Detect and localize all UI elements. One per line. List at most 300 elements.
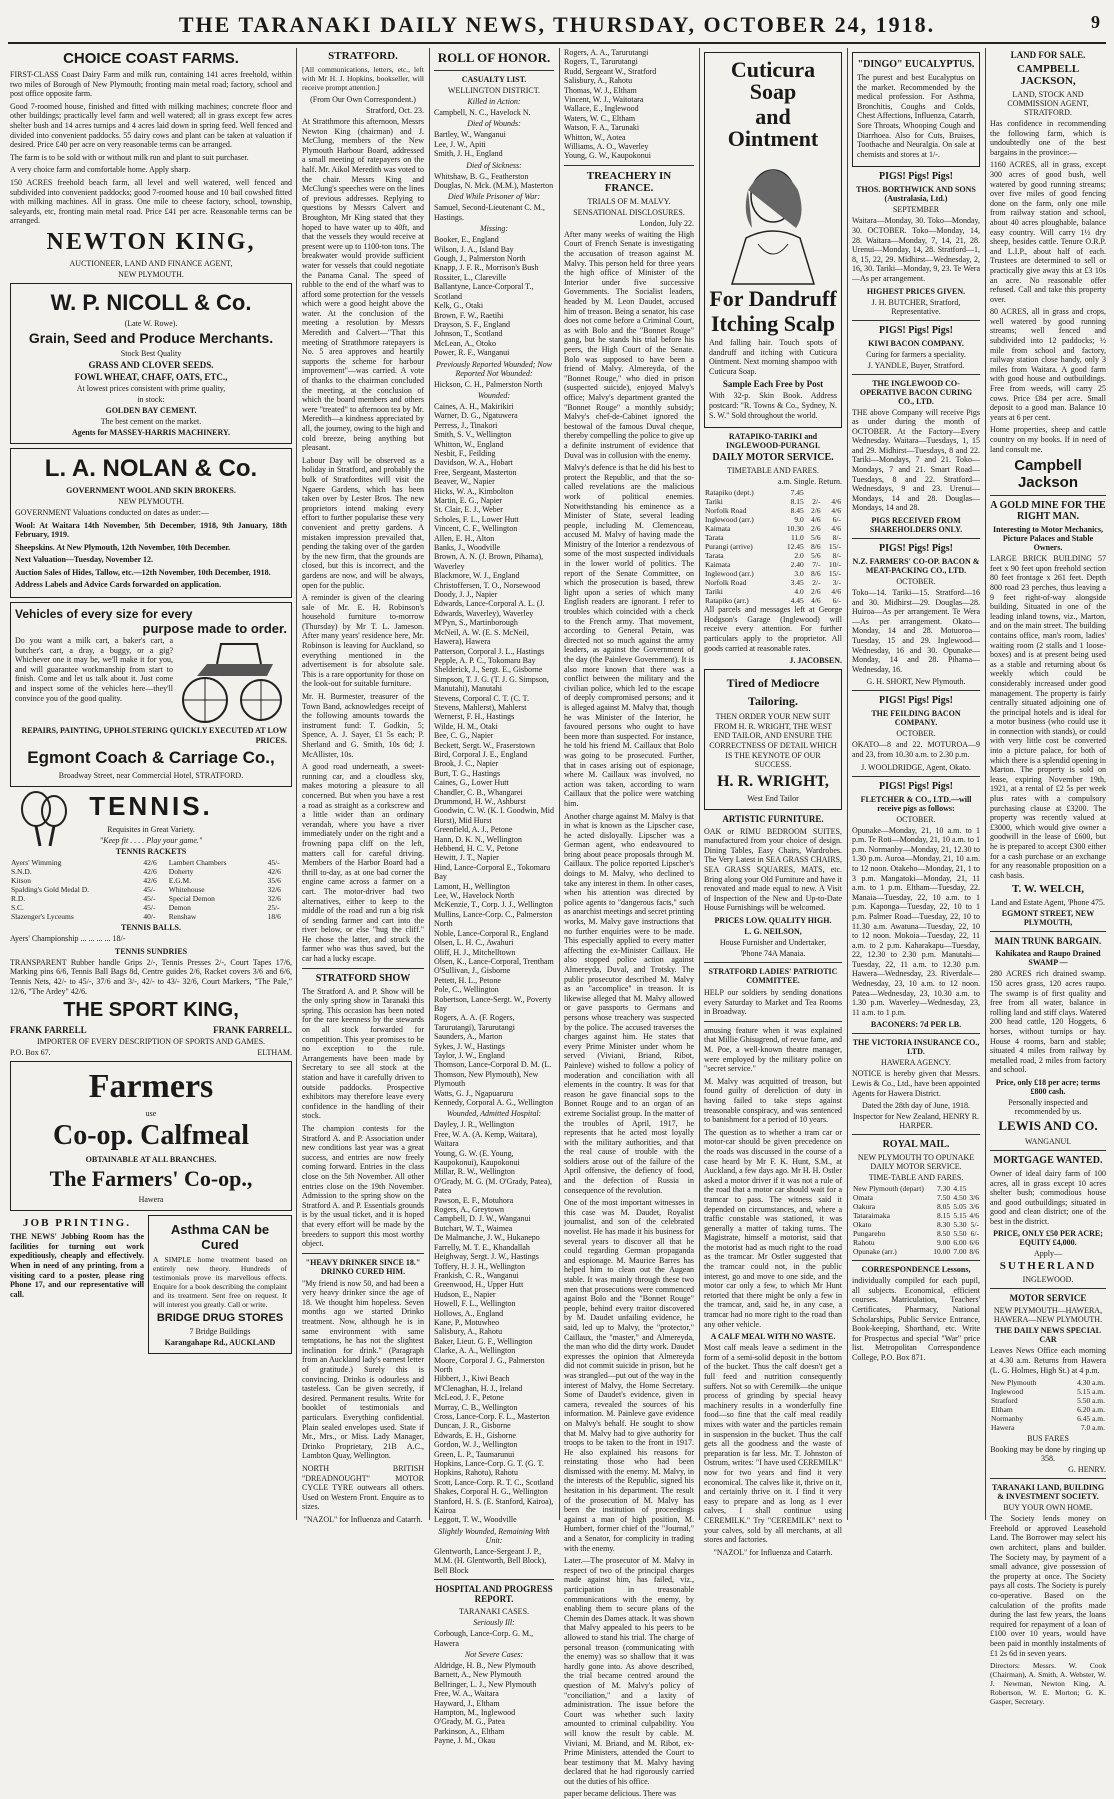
ad-text: 7 Bridge Buildings [189, 1327, 251, 1337]
ad-text: KIWI BACON COMPANY. [868, 338, 964, 348]
divider [302, 968, 424, 969]
list-item: Booker, E., England [434, 235, 499, 245]
table-cell: 7.30 [936, 1184, 951, 1194]
list-item: Heighway, Sergt. J. W., Hastings [434, 1252, 539, 1262]
masthead-rule [8, 42, 1106, 44]
table-row [852, 1220, 980, 1229]
table-row [852, 1247, 980, 1256]
divider [704, 962, 842, 963]
table-cell: Whitehouse [168, 885, 205, 895]
list-item: Smith, J. H., England [434, 149, 503, 159]
list-item: Farrelly, M. T. E., Khandallah [434, 1242, 530, 1252]
table-cell: S.N.D. [11, 867, 32, 877]
ad-text: Next Valuation—Tuesday, November 12. [15, 555, 154, 565]
list-item: Kelk, G., Otaki [434, 301, 484, 311]
ad-headline: Itching Scalp [710, 311, 836, 336]
table-row [704, 497, 842, 506]
ad-text: NEW PLYMOUTH—HAWERA, HAWERA—NEW PLYMOUTH. [993, 1306, 1103, 1325]
article-text: [All communications, letters, etc., left with Mr H. J. Hopkins, bookseller, will receive prompt attention.] [302, 65, 424, 92]
table-cell: 5.50 [953, 1229, 967, 1239]
list-item: Scott, Lance-Corp. R. T. C., Scotland [434, 1477, 554, 1487]
list-item: Gough, J., Palmerston North [434, 254, 526, 264]
table-cell: Eltham [991, 1405, 1013, 1415]
table-cell: 2/- [812, 578, 821, 588]
ad-text: PIGS RECEIVED FROM SHAREHOLDERS ONLY. [869, 516, 963, 535]
ad-text: OBTAINABLE AT ALL BRANCHES. [85, 1155, 217, 1165]
ad-text: a.m. Single. Return. [778, 477, 842, 487]
list-item: De Malmanche, J. W., Hukanepo [434, 1233, 540, 1243]
ad-text: NOTICE is hereby given that Messrs. Lewis & Co., Ltd., have been appointed Agents for Hawera District. [852, 1069, 980, 1098]
list-item: Sykes, J. W., Hastings [434, 1041, 505, 1051]
ad-text: At lowest prices consistent with prime quality, [76, 383, 226, 393]
table-row [704, 506, 842, 515]
table-cell: 40/- [143, 912, 156, 922]
table-cell: Omata [853, 1193, 873, 1203]
ad-text: 1160 ACRES, all in grass, except 300 acres of good bush, well watered by good running streams; over five miles of good fencing done on the farm, only one mile from railway station and school, about 40 acres ploughable, balance easy country. Will carry 1½ dry sheep, besides cattle. Tenure O.R.P. and L.I.P., about half of each. Trustees are determined to sell or practically give away this at £3 10s an acre. No reasonable offer refused. Call and take this property over. [990, 160, 1106, 304]
table-cell: 6.20 a.m. [1077, 1405, 1105, 1415]
list-item: Banks, J., Woodville [434, 543, 501, 553]
table-cell: 3/6 [969, 1193, 979, 1203]
table-cell: 4/6 [831, 524, 841, 534]
table-cell: 2/6 [810, 524, 821, 534]
ad-text: Broadway Street, near Commercial Hotel, STRATFORD. [58, 771, 244, 781]
list-item: McKenzie, T., Corp. J. J., Wellington [434, 900, 553, 910]
ad-text: SEPTEMBER [892, 205, 940, 215]
list-item: Bee, C. G., Napier [434, 731, 494, 741]
list-item: Hebbend, H. C. V., Petone [434, 844, 519, 854]
wright-tailor-ad [704, 669, 842, 810]
carriage-illustration-icon [177, 636, 287, 726]
list-item: Rudd, Sergeant W., Stratford [564, 66, 657, 76]
article-text: The question as to whether a tram car or motor-car should be given precedence on the roads was discussed in the course of a case heard by Mr F. K. Hunt, S.M., at Auckland, a few days ago. Mr H. H. Ostler asked a motor driver if it was not a rule of the road that a motor car should wait for a tramcar to pass. The witness said it depended on circumstances, and, where a traffic constable was stationed, it was generally a matter of taking turns. The Magistrate, himself a motorist, said that the motorist had as much right to the road as the tramcar. Mr Ostler suggested that the tramcar could not, in the public interest, go and move to one side, and the motor car only a few, to which Mr Hunt retorted that there might be only a few in the tramcar, and, said he, in any case, a tramcar had no more right to the road than any other vehicle. [704, 1127, 842, 1329]
table-cell: 2/- [812, 497, 821, 507]
ad-text: OCTOBER. [896, 814, 936, 824]
ad-text: in stock: [137, 394, 165, 404]
article-text: Mr. H. Burmester, treasurer of the Town Band, acknowledges receipt of the following amounts towards the instrument fund: T. Godkin, 5; Spence, A. J. Sayer, £1 5s each; P. Sherland and G. Smith, 10s 6d; J. McAllister, 10s. [302, 692, 424, 759]
table-cell: 4.15 [953, 1184, 967, 1194]
section-heading: STRATFORD. [328, 50, 398, 62]
table-cell: 35/6 [267, 876, 281, 886]
list-item: Murray, C. B., Wellington [434, 1402, 518, 1412]
table-row [852, 1202, 980, 1211]
ad-headline: purpose made to order. [142, 621, 287, 637]
ad-headline: Vehicles of every size for every [15, 607, 193, 622]
table-cell: 9.00 [936, 1238, 951, 1248]
list-item: Parkinson, A., Eltham [434, 1726, 505, 1736]
page-number: 9 [1091, 12, 1100, 32]
ad-text: PRICE, ONLY £50 PER ACRE; EQUITY £4,000. [993, 1229, 1103, 1248]
ad-headline: For Dandruff [709, 286, 837, 311]
list-item: Olsen, K., Lance-Corporal, Trentham [434, 956, 554, 966]
table-cell: Opunake (arr.) [853, 1247, 897, 1257]
list-item: Glentworth, Lance-Sergeant J. P., M.M. (H. Glentworth, Bell Block), Bell Block [434, 1546, 547, 1575]
article-text: A reminder is given of the clearing sale of Mr. E. H. Robinson's household furniture to-morrow (Thursday) by Mr T. L. Jameson. After many years' residence here, Mr. Robinson is leaving for Auckland, so everything mentioned in the advertisement is for absolute sale. This is a rare opportunity for those on the look-out for suitable furniture. [302, 593, 424, 689]
table-cell: 42/6 [143, 858, 157, 868]
royal-mail-timetable [852, 1184, 980, 1256]
table-cell: Spalding's Gold Medal D. [11, 885, 90, 895]
list-item: Moore, Corporal J. G., Palmerston North [434, 1355, 545, 1374]
list-item: Hicks, W. A., Kimbolton [434, 486, 514, 496]
table-cell: Kitson [11, 876, 32, 886]
section-heading: TARANAKI CASES. [458, 1607, 530, 1617]
column-pigs-notices [848, 48, 984, 1520]
article-text: After many weeks of waiting the High Court of French Senate is investigating the accusation of treason against M. Malvy. This person held for three years the high office of Minister of the Interior under five successive Governments. The Socialist leaders, headed by M. Leon Daudet, accused him of treason. Being a senator, his case does not come before a Criminal Court, as with Bolo and the "Bonnet Rouge" gang, but he stands his trial before his peers, the High Court of the Senate. Bolo was supposed to have been a friend of Malvy. Almereyda, of the "Bonnet Rouge," who died in prison (suspected suicide), enjoyed Malvy's office; Malvy's department granted the "Bonnet Rouge" a monthly subsidy; Malvy's chef-de-Cabinet ignored the bestowal of the famous Duval cheque, thereby compelling the police to give up a definite instrument of evidence that Duval was in collusion with the enemy. [564, 229, 694, 460]
list-item: Caines, G., Lower Hutt [434, 778, 509, 788]
table-cell: 5/6 [810, 551, 821, 561]
ad-text: FLETCHER & CO., LTD.—will receive pigs as follows: [860, 794, 972, 813]
table-cell: 8.05 [936, 1202, 951, 1212]
ad-text: ELTHAM. [257, 1048, 292, 1058]
advertiser-name: NEWTON KING, [46, 228, 256, 255]
list-item: Hibbert, J., Kiwi Beach [434, 1374, 510, 1384]
ad-title: CHOICE COAST FARMS. [63, 50, 239, 67]
table-cell: 7.0 a.m. [1080, 1423, 1105, 1433]
ad-text: BACONERS: 7d PER LB. [870, 1020, 962, 1030]
table-cell: 7.00 [953, 1247, 967, 1257]
list-item: Rossiter, L., Clareville [434, 272, 507, 282]
list-item: Davidson, W. A., Hobart [434, 458, 513, 468]
table-cell: 8.15 [936, 1211, 951, 1221]
list-item: Power, R. F., Wanganui [434, 348, 510, 358]
list-item: Wilson, J. A., Island Bay [434, 244, 514, 254]
woman-portrait-icon [718, 154, 828, 284]
choice-farms-ad [10, 50, 292, 279]
ad-text: Karangahape Rd., AUCKLAND [164, 1338, 276, 1348]
table-cell: Inglewood [991, 1387, 1024, 1397]
advertiser-role: AUCTIONEER, LAND AND FINANCE AGENT, [69, 258, 233, 268]
ad-text: G. H. SHORT, New Plymouth. [866, 677, 966, 687]
article-text: M. Malvy was acquitted of treason, but found guilty of dereliction of duty in having failed to take steps against treasonable conspiracy, and was sentenced to banishment for a period of 10 years. [704, 1076, 842, 1125]
ad-text: WANGANUI. [1025, 1136, 1071, 1146]
list-item: Toffery, H. J. H., Wellington [434, 1261, 526, 1271]
ad-text: NEW PLYMOUTH. [118, 496, 184, 506]
table-cell: Hawera [991, 1423, 1015, 1433]
ad-text: J. H. BUTCHER, Stratford, Representative. [871, 297, 961, 316]
table-cell: 2.40 [790, 560, 804, 570]
list-item: Pole, C., Wellington [434, 985, 499, 995]
list-item: Perress, J., Tinakori [434, 420, 498, 430]
casualty-list [434, 402, 554, 1107]
ad-text: With 32-p. Skin Book. Address postcard: "R. Towns & Co., Sydney, N. S. W." Sold throughout the world. [709, 391, 837, 420]
list-item: Samuel, Second-Lieutenant C. M., Hastings. [434, 203, 545, 222]
table-cell: Tarata [705, 533, 724, 543]
ad-text: FOWL WHEAT, CHAFF, OATS, ETC., [74, 371, 228, 382]
dateline: Stratford, Oct. 23. [366, 106, 424, 115]
list-item: Barnett, A., New Plymouth [434, 1670, 522, 1680]
list-heading: Wounded: [477, 390, 511, 400]
table-cell: 8/6 [969, 1247, 979, 1257]
advertiser-name: L. A. NOLAN & Co. [44, 454, 258, 482]
list-item: Warner, D. G., Ngatuwera [434, 411, 518, 421]
table-cell: Inglewood (arr.) [705, 569, 754, 579]
table-cell: 8.45 [790, 506, 804, 516]
table-cell: 2/6 [810, 506, 821, 516]
table-row [10, 876, 292, 885]
farmers-coop-ad [10, 1061, 292, 1211]
ad-title: "DINGO" EUCALYPTUS. [857, 59, 975, 70]
table-cell: S.C. [11, 903, 24, 913]
divider [704, 1021, 842, 1022]
list-item: Thomas, W. J., Eltham [564, 85, 637, 95]
ad-text: PRICES LOW. QUALITY HIGH. [714, 916, 832, 926]
table-cell: 8.30 [936, 1220, 951, 1230]
ad-text: THE DAILY NEWS SPECIAL CAR [995, 1326, 1101, 1345]
table-cell [967, 1184, 980, 1193]
section-heading: A CALF MEAL WITH NO WASTE. [710, 1332, 836, 1342]
ad-text: Directors: Messrs. W. Cook (Chairman), A. Smith, A. Webster, W. J. Newman, Newton King, A. Robertson, W. E. Morton; G. K. Gasper, Secretary. [990, 1661, 1106, 1707]
list-item: Blackmore, W. J., England [434, 571, 520, 581]
advertiser-name: T. W. WELCH, [1011, 883, 1085, 896]
list-item: Hopkins, Lance-Corp. G. T. (G. T. Hopkins, Rahotu), Rahotu [434, 1459, 544, 1478]
table-cell [805, 488, 822, 497]
list-item: Whitshaw, B. G., Featherston [434, 171, 529, 181]
list-item: St. Clair, E. J., Weber [434, 505, 503, 515]
table-cell: New Plymouth [991, 1378, 1037, 1388]
list-item: Pettett, H. L., Petone [434, 975, 501, 985]
list-item: Butchart, W. T., Waimea [434, 1223, 513, 1233]
column-treachery-article [560, 48, 698, 1799]
list-item: O'Grady, M. G., Patea [434, 1717, 505, 1727]
article-text: Another charge against M. Malvy is that in what is known as the Lipscher case, he acted disloyally. Lipscher was a German agent, who endeavoured to bring about peace proposals through M. Caillaux. The police reported Lipscher's doings to M. Malvy, who declined to take any interest in them. In other cases, when his attention was directed by police agents to "dangerous facts," such as anarchist meetings and secret printing works, M. Malvy gave instructions that no further enquiries were to be made. This especially applied to every matter affecting the ex-Minister Caillaux. He also stopped police action against Almereyda, Duval, and Trotsky. The public prosecutor described M. Malvy as an "accomplice" in treason. It is likewise alleged that M. Malvy allowed or gave passports to Germans and persons whose treachery was suspected by the police. The accused traverses the charges against him. He states that every Prime Minister under whom he served (Viviani, Briand, Ribot, Painleve) wished to follow a policy of moderation and conciliation with all elements in the country. It was for that reason he gave financial sops to the Bonnet Rouge and to an organ of an extreme Socialist group. In the matter of the troubles of April, 1917, he represents that he acted most loyally with the military authorities, and that the real cause of trouble with the soldiers arose out of the failure of the April offensive, the defiency of food, and the defection of Russia in consequence of the revolution. [564, 811, 694, 1195]
ad-title: ARTISTIC FURNITURE. [722, 813, 824, 824]
table-row [10, 912, 292, 921]
ad-text: HAWERA AGENCY. [881, 1058, 951, 1068]
table-row [990, 1414, 1106, 1423]
ad-text: Inspector for New Zealand, HENRY R. HARPER. [852, 1112, 980, 1131]
table-cell: Okato [853, 1220, 872, 1230]
table-row [990, 1423, 1106, 1432]
list-item: Wallace, E., Inglewood [564, 104, 639, 114]
list-item: Lee, W., Havelock North [434, 891, 514, 901]
casualty-list [434, 1120, 554, 1524]
table-row [704, 578, 842, 587]
dateline: London, July 22. [639, 218, 694, 228]
list-item: Campbell, D. J. W., Wanganui [434, 1214, 531, 1224]
advertiser-name: W. P. NICOLL & Co. [50, 289, 252, 315]
table-row [852, 1238, 980, 1247]
article-text: "NAZOL" for Influenza and Catarrh. [713, 1547, 833, 1557]
ad-title: MORTGAGE WANTED. [993, 1154, 1103, 1166]
table-cell: 5/6 [810, 533, 821, 543]
column-cuticura-ads [700, 48, 846, 1557]
table-cell: Ratapiko (dept.) [705, 488, 754, 498]
nicoll-ad [10, 283, 292, 444]
table-cell: 6/- [832, 596, 841, 606]
ad-text: THE NEWS' Jobbing Room has the facilities for turning out work expeditiously, cheaply and effectively. When in need of any printing, from a visiting card to a poster, please ring Phone 17, and our representative will call. [10, 1232, 144, 1299]
masthead-title: THE TARANAKI DAILY NEWS, THURSDAY, OCTOBER 24, 1918. [178, 12, 936, 37]
section-heading: HOSPITAL AND PROGRESS REPORT. [435, 1584, 553, 1605]
ad-text: BUS FARES [1027, 1434, 1069, 1444]
ad-text: Dated the 28th day of June, 1918. [862, 1101, 970, 1111]
ad-title: JOB PRINTING. [23, 1217, 131, 1230]
table-row [704, 569, 842, 578]
table-row [704, 542, 842, 551]
ad-text: P.O. Box 67. [10, 1048, 51, 1058]
divider [852, 374, 980, 375]
ad-text: TIMETABLE AND FARES. [727, 466, 819, 476]
table-cell: 42/6 [143, 876, 157, 886]
list-item: Thomson, Lance-Corporal D. M. (L. Thomson, New Plymouth), New Plymouth [434, 1060, 552, 1089]
list-item: Edwards, E. H., Gisborne [434, 1430, 516, 1440]
list-item: Watts, G. J., Ngapuaruru [434, 1088, 514, 1098]
table-cell: 4/6 [969, 1211, 979, 1221]
ad-text: The best cement on the market. [100, 416, 202, 426]
list-item: Millar, R. W., Wellington [434, 1167, 515, 1177]
table-cell: 4/6 [831, 587, 841, 597]
list-item: Green, L. P., Taumarunui [434, 1449, 515, 1459]
table-cell: Lambert Chambers [168, 858, 227, 868]
list-item: M'Pyn, S., Martinborough [434, 618, 518, 628]
list-item: Waters, W. C., Eltham [564, 113, 636, 123]
table-cell: 4/6 [810, 515, 821, 525]
ad-text: LAND, STOCK AND COMMISSION AGENT, STRATFORD. [1007, 90, 1089, 117]
list-item: Campbell, N. C., Havelock N. [434, 108, 531, 117]
table-cell: 2.0 [794, 551, 804, 561]
list-item: Pawson, E. F., Motuhora [434, 1195, 514, 1205]
asthma-ad [148, 1215, 292, 1354]
ad-text: The purest and best Eucalyptus on the market. Recommended by the medical profession. For Asthma, Bronchitis, Coughs and Colds, Chest Affections, Influenza, Catarrh, Sore Throats, Whooping Cough and Diarrhoea. Also for Cuts, Bruises, Toothache and Neuralgia. On sale at chemists and stores at 1/-. [857, 73, 975, 159]
table-row [10, 903, 292, 912]
masthead [0, 0, 1114, 44]
ad-text: HIGHEST PRICES GIVEN. [866, 286, 966, 296]
table-cell: Purangi (arrive) [705, 542, 753, 552]
ad-title: CORRESPONDENCE Lessons, [861, 1265, 971, 1275]
ad-title: MOTOR SERVICE [1009, 1293, 1087, 1304]
ad-text: Address Labels and Advice Cards forwarded on application. [15, 580, 222, 590]
ad-text: Land and Estate Agent, 'Phone 475. [990, 898, 1106, 908]
advertiser-signature: Campbell Jackson [1014, 457, 1082, 492]
list-item: Wernerst, F. H., Hastings [434, 712, 515, 722]
casualty-list [434, 1629, 554, 1648]
list-item: Free, Sergeant, Masterton [434, 467, 517, 477]
table-cell: 45/- [143, 885, 156, 895]
table-row [852, 1193, 980, 1202]
tennis-racket-icon [14, 791, 74, 847]
column-stratford-news [298, 48, 428, 1524]
article-text: paper became delicious. There was [564, 1789, 677, 1799]
ad-text: Curing for farmers a speciality. [866, 349, 966, 359]
table-cell: Demon [168, 903, 191, 913]
table-cell: Pungarehu [853, 1229, 886, 1239]
section-heading: WELLINGTON DISTRICT. [447, 86, 541, 95]
list-item: Brown, F. W., Raetihi [434, 310, 504, 320]
article-text: Most calf meals leave a sediment in the form of a semi-solid deposit in the bottom of the bucket. Thus the calf doesn't get a full feed and nutrition consequently suffers. Not so with Ceremilk—the unique process of grinding by special heavy machinery results in a wonderfully fine food—so fine that the calf meal readily mixes with water and the particles remain in suspension in the bucket. Thus the calf gets all the goodness and the waste of preparation is far less. Mr. T. Johnston of Ostrum, writes: "I have used CEREMILK" now for two years and find it very economical. The calves like it, thrive on it, and certainly thrive on it. I find it very easy to prepare and as long as I ever calves, I shall continue using CEREMILK." Try "CEREMILK" next to your calves, sold by all merchants, at all stores and factories. [704, 1343, 842, 1545]
table-cell: 8/- [832, 533, 841, 543]
article-text: Later.—The prosecutor of M. Malvy in respect of two of the principal charges made against him, has failed, viz., participation in treasonable communications with the enemy, by enabling them to secure plans of the Chemin des Dames attack. It was shown that Malvy appealed to his peers to be allowed to stand his trial. The charge of personal treason (communicating with the enemy) was so shallow that it was hardly gone into. As above described, the trial became centred around the question of M. Malvy's policy of "conciliation," and a laxity of administration. The issue before the Court was whether such laxity amounted to criminal culpability. You will know the result by cable. M. Viviani, M. Briand, and M. Ribot, ex-Prime Ministers, attended the Court to bear testimony that M. Malvy having declared that he had rigorously carried out the duties of his office. [564, 1556, 694, 1786]
column-land-for-sale [986, 48, 1110, 1707]
ad-subhead: TENNIS SUNDRIES [114, 946, 188, 956]
list-heading: Died of Sickness: [466, 160, 522, 170]
ad-title: PIGS! Pigs! Pigs! [879, 543, 953, 555]
ad-title: Asthma CAN be Cured [170, 1222, 270, 1253]
ad-headline: Grain, Seed and Produce Merchants. [28, 329, 274, 346]
table-cell: 10/- [828, 560, 841, 570]
table-cell: 5/- [970, 1220, 979, 1230]
divider [990, 1150, 1106, 1151]
list-item: Lamont, H., Wellington [434, 881, 510, 891]
list-item: Young, G. W. (E. Young, Kaupokonui), Kaupokonui [434, 1148, 520, 1168]
list-item: Martin, E. G., Napier [434, 496, 503, 505]
ad-text: HELP our soldiers by sending donations every Saturday to Market and Tea Rooms in Broadway. [704, 988, 842, 1017]
advertiser-name: SUTHERLAND [999, 1260, 1097, 1273]
table-cell: 5.50 a.m. [1077, 1396, 1105, 1406]
divider [302, 1253, 424, 1254]
section-heading: STRATFORD SHOW [315, 972, 411, 984]
list-item: Chandler, C. B., Whangarei [434, 787, 523, 797]
table-cell: 4/6 [810, 596, 821, 606]
section-subheading: TRIALS OF M. MALVY. [587, 196, 671, 206]
list-item: Hind, Lance-Corporal E., Tokomaru Bay [434, 862, 551, 882]
list-item: Beckett, Sergt. W., Fraserstown [434, 740, 535, 750]
list-item: Hewitt, J. T., Napier [434, 853, 499, 863]
list-item: Johnson, T., Scotland [434, 329, 503, 339]
ad-text: N.Z. FARMERS' CO-OP. BACON & MEAT-PACKING CO., LTD. [852, 557, 980, 576]
ad-text: Good 7-roomed house, finished and fitted with milking machines; concrete floor and other buildings; practically level farm and well watered; all in grass except few acres shelter bush and 14 acres turnips and 4 acres laid down in spring feed. Well fenced and divided into convenient paddocks. 55 dairy cows and plant can be taken at valuation if desired. Price £40 per acre on very reasonable terms can be arranged. [10, 101, 292, 150]
list-item: Aldridge, H. B., New Plymouth [434, 1660, 536, 1670]
table-cell: E.G.M. [168, 876, 192, 886]
list-item: Clarke, A. A., Wellington [434, 1346, 516, 1356]
list-item: Rogers, A. A., Tarurutangi [564, 48, 649, 57]
motor-timetable [704, 488, 842, 605]
ad-text: Personally inspected and recommended by us. [1008, 1097, 1088, 1116]
table-cell: 5.15 [953, 1211, 967, 1221]
list-item: Cross, Lance-Corp. F. L., Masterton [434, 1412, 550, 1421]
ad-title: PIGS! Pigs! Pigs! [879, 780, 953, 792]
column-ads-left [6, 48, 296, 1520]
table-cell: Renshaw [168, 912, 197, 922]
list-item: Saunders, A., Marton [434, 1032, 503, 1042]
ad-text: Agents for MASSEY-HARRIS MACHINERY. [71, 427, 231, 437]
table-row [852, 1229, 980, 1238]
list-item: Drummond, H. W., Ashburst [434, 797, 526, 806]
ad-text: Auction Sales of Hides, Tallow, etc.—12th November, 10th December, 1918. [15, 567, 271, 577]
ad-text: Booking may be done by ringing up 358. [990, 1445, 1106, 1464]
table-cell: Inglewood (arr.) [705, 515, 754, 525]
table-cell: 8/- [832, 551, 841, 561]
divider [990, 931, 1106, 932]
ad-text: OAK or RIMU BEDROOM SUITES, manufactured from your choice of design. Dining Tables, Easy Chairs, Wardrobes. The Very Latest in SEA GRASS CHAIRS, SEA GRASS SQUARES, MATS, etc. Bring along your Old Furniture and have it renovated and made equal to new. A Visit of Inspection of the New and Up-to-Date House Furnishings will be welcomed. [704, 826, 842, 913]
list-item: Hollows, A., England [434, 1308, 504, 1318]
table-cell: Slazenger's Lyceums [11, 912, 74, 922]
cuticura-ad [704, 52, 842, 428]
list-item: Kane, P., Motuwheo [434, 1317, 500, 1327]
list-item: Rogers, A. A. (F. Rogers, Tarurutangi), Tarurutangi [434, 1013, 515, 1032]
column-roll-of-honor [430, 48, 558, 1746]
ad-text: "Keep fit . . . . Play your game." [99, 836, 203, 846]
list-item: Pepple, A. P. C., Tokomaru Bay [434, 655, 536, 665]
casualty-list [434, 1547, 554, 1575]
article-text: NORTH BRITISH "DREADNOUGHT" MOTOR CYCLE TYRE outwears all others. Used on Western Front. Enquire as to sizes. [302, 1463, 424, 1512]
table-cell: 2/6 [810, 587, 821, 597]
article-text: (From Our Own Correspondent.) [310, 95, 416, 104]
table-cell: 3.0 [794, 569, 804, 579]
ad-text: Requisites in Great Variety. [107, 825, 195, 835]
ad-subhead: TENNIS BALLS. [120, 923, 182, 933]
table-cell: Stratford [991, 1396, 1018, 1406]
casualty-list [434, 1661, 554, 1746]
rackets-table [10, 858, 292, 921]
divider [434, 70, 554, 71]
ad-headline: Tired of Mediocre [726, 676, 820, 691]
list-item: Edwards, Lance-Corporal A. L. (J. Edwards, Waverley), Waverley [434, 599, 545, 618]
table-cell: 4/6 [831, 497, 841, 507]
table-row [10, 885, 292, 894]
divider [990, 1478, 1106, 1479]
table-cell: Ratapiko (arr.) [705, 596, 749, 606]
ad-text: Do you want a milk cart, a baker's cart, a butcher's cart, a dray, a buggy, or a gig? Whichever one it may be, we'll make it for you, and will guarantee workmanship from start to finish. Come and let us talk about it. Just come and inspect some of the vehicles here—they'll convince you of the good quality. [15, 636, 173, 703]
ad-text: Sample Each Free by Post [722, 379, 824, 390]
table-row [704, 524, 842, 533]
